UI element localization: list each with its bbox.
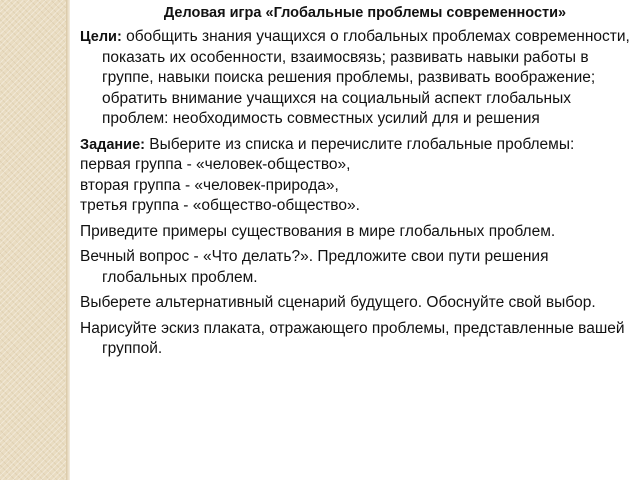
future-scenario-paragraph: Выберете альтернативный сценарий будущего. Обоснуйте свой выбор. xyxy=(80,294,596,311)
task-text: Выберите из списка и перечислите глобальные проблемы: xyxy=(144,135,575,153)
task-group-1: первая группа - «человек-общество», xyxy=(80,156,351,173)
task-group-3: третья группа - «общество-общество». xyxy=(80,197,360,214)
slide-title: Деловая игра «Глобальные проблемы современности» xyxy=(163,5,567,21)
task-group-2: вторая группа - «человек-природа», xyxy=(80,176,339,194)
examples-paragraph: Приведите примеры существования в мире глобальных проблем. xyxy=(80,222,556,240)
goals-text: обобщить знания учащихся о глобальных проблемах современности, показать их особенности, взаимосвязь; развивать навыки работы в группе, навыки поиска решения проблемы, развивать воображение; обратить внимание учащихся на социальный аспект глобальных проблем: необходимость совместных усилий для и решения xyxy=(102,28,630,127)
goals-paragraph xyxy=(80,27,632,130)
task-paragraph xyxy=(80,135,632,217)
decorative-left-band xyxy=(0,0,66,480)
what-to-do-paragraph: Вечный вопрос - «Что делать?». Предложите свои пути решения глобальных проблем. xyxy=(80,248,549,286)
decorative-band-edge xyxy=(66,0,70,480)
goals-label: Цели: xyxy=(80,29,122,45)
poster-paragraph: Нарисуйте эскиз плаката, отражающего проблемы, представленные вашей группой. xyxy=(80,319,625,357)
slide-content xyxy=(80,3,632,365)
task-label: Задание: xyxy=(80,136,145,153)
